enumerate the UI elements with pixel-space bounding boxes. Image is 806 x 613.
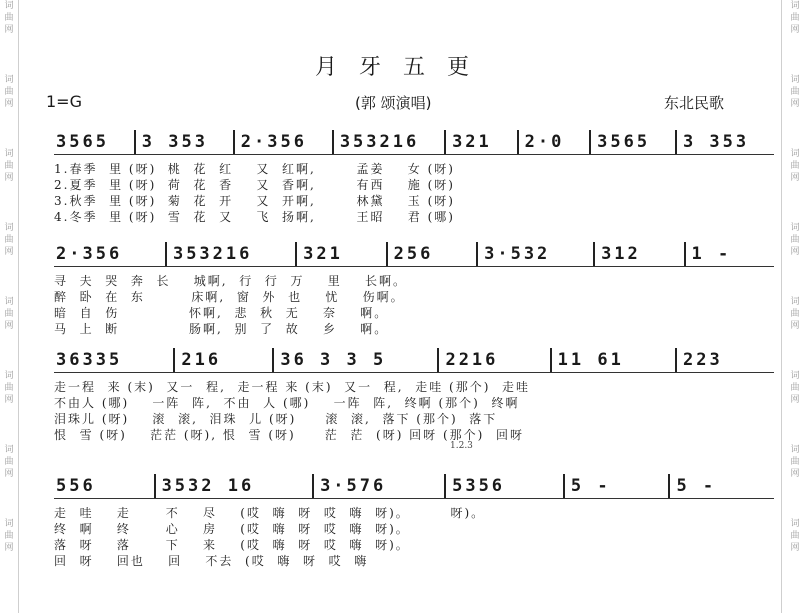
notation-row: [54, 128, 774, 155]
measure: 353216: [332, 130, 444, 154]
watermark-group: [788, 74, 802, 148]
lyric-line: 4.冬季 里 (呀) 雪 花 又 飞 扬啊, 王昭 君 (哪): [54, 210, 455, 224]
performer-credit: (郭 颂演唱): [355, 94, 432, 112]
page-border-left: [18, 0, 19, 613]
measure: 3·532: [476, 242, 593, 266]
watermark-glyph: 词: [790, 445, 800, 455]
genre-label: 东北民歌: [664, 94, 725, 112]
watermark-glyph: 网: [4, 173, 14, 183]
lyric-line: 3.秋季 里 (呀) 菊 花 开 又 开啊, 林黛 玉 (呀): [54, 194, 455, 208]
watermark-glyph: 词: [4, 297, 14, 307]
watermark-glyph: 网: [790, 395, 800, 405]
watermark-glyph: 曲: [790, 531, 800, 541]
measure: 223: [675, 348, 774, 372]
lyrics-block: [54, 273, 774, 337]
lyric-line: 回 呀 回也 回 不去 (哎 嗨 呀 哎 嗨: [54, 554, 369, 568]
lyric-line: 寻 夫 哭 奔 长 城啊, 行 行 万 里 长啊。: [54, 274, 407, 288]
measure: 2·356: [56, 244, 123, 264]
watermark-group: [788, 444, 802, 518]
notation-row: [54, 346, 774, 373]
watermark-group: [2, 296, 16, 370]
watermark-glyph: 词: [4, 1, 14, 11]
measure: 2216: [437, 348, 549, 372]
watermark-glyph: 词: [790, 371, 800, 381]
lyric-line: 暗 自 伤 怀啊, 悲 秋 无 奈 啊。: [54, 306, 389, 320]
notation-row: [54, 472, 774, 499]
watermark-glyph: 网: [790, 543, 800, 553]
watermark-glyph: 曲: [4, 383, 14, 393]
lyric-line: 恨 雪 (呀) 茫茫 (呀), 恨 雪 (呀) 茫 茫 (呀) 回呀 (那个) 回呀: [54, 428, 524, 442]
measure: 321: [295, 242, 385, 266]
watermark-group: [788, 296, 802, 370]
watermark-group: [788, 222, 802, 296]
measure: 216: [173, 348, 272, 372]
lyric-line: 马 上 断 肠啊, 别 了 故 乡 啊。: [54, 322, 389, 336]
watermark-group: [2, 148, 16, 222]
measure: 556: [56, 476, 96, 496]
watermark-glyph: 曲: [790, 457, 800, 467]
watermark-glyph: 曲: [790, 161, 800, 171]
measure: 256: [386, 242, 476, 266]
notation-row: [54, 240, 774, 267]
watermark-glyph: 网: [4, 321, 14, 331]
measure: 11 61: [550, 348, 675, 372]
watermark-glyph: 词: [4, 519, 14, 529]
watermark-glyph: 词: [790, 297, 800, 307]
watermark-glyph: 词: [790, 75, 800, 85]
lyrics-block: [54, 505, 774, 569]
measure: 5 -: [563, 474, 669, 498]
lyrics-block: [54, 161, 774, 225]
score-system-4: [54, 472, 774, 569]
watermark-glyph: 网: [4, 247, 14, 257]
measure: 3532 16: [154, 474, 313, 498]
watermark-glyph: 词: [790, 149, 800, 159]
page-border-right: [781, 0, 782, 613]
watermark-glyph: 网: [4, 25, 14, 35]
measure: 353216: [165, 242, 295, 266]
watermark-glyph: 曲: [4, 309, 14, 319]
watermark-group: [2, 74, 16, 148]
watermark-group: [2, 222, 16, 296]
lyrics-block: [54, 379, 774, 443]
watermark-group: [788, 518, 802, 592]
watermark-glyph: 词: [4, 149, 14, 159]
watermark-glyph: 曲: [790, 383, 800, 393]
watermark-glyph: 网: [4, 469, 14, 479]
lyric-line: 泪珠儿 (呀) 滚 滚, 泪珠 儿 (呀) 滚 滚, 落下 (那个) 落下: [54, 412, 498, 426]
measure: 321: [444, 130, 517, 154]
watermark-glyph: 网: [790, 321, 800, 331]
measure: 3 353: [134, 130, 233, 154]
measure: 3·576: [312, 474, 444, 498]
watermark-group: [2, 444, 16, 518]
measure: 36335: [56, 350, 123, 370]
lyric-line: 走 哇 走 不 尽 (哎 嗨 呀 哎 嗨 呀)。 呀)。: [54, 506, 486, 520]
watermark-glyph: 网: [790, 173, 800, 183]
score-system-3: [54, 346, 774, 443]
watermark-glyph: 曲: [790, 309, 800, 319]
lyric-line: 2.夏季 里 (呀) 荷 花 香 又 香啊, 有西 施 (呀): [54, 178, 455, 192]
watermark-column-left: [2, 0, 16, 592]
watermark-glyph: 曲: [4, 531, 14, 541]
measure: 2·0: [517, 130, 590, 154]
watermark-glyph: 词: [790, 223, 800, 233]
key-signature: 1=G: [46, 92, 82, 111]
watermark-glyph: 网: [4, 395, 14, 405]
measure: 2·356: [233, 130, 332, 154]
watermark-glyph: 网: [790, 99, 800, 109]
measure: 312: [593, 242, 683, 266]
watermark-glyph: 曲: [4, 235, 14, 245]
measure: 36 3 3 5: [272, 348, 437, 372]
watermark-glyph: 词: [790, 1, 800, 11]
watermark-glyph: 网: [790, 25, 800, 35]
measure: 1 -: [684, 242, 774, 266]
watermark-glyph: 曲: [790, 13, 800, 23]
score-system-1: [54, 128, 774, 225]
watermark-glyph: 曲: [4, 13, 14, 23]
watermark-glyph: 曲: [4, 457, 14, 467]
lyric-line: 醉 卧 在 东 床啊, 窗 外 也 忧 伤啊。: [54, 290, 405, 304]
volta-marker: 1.2.3: [450, 441, 473, 451]
watermark-glyph: 曲: [4, 87, 14, 97]
watermark-glyph: 词: [790, 519, 800, 529]
watermark-glyph: 网: [790, 469, 800, 479]
watermark-glyph: 曲: [790, 235, 800, 245]
measure: 3 353: [675, 130, 774, 154]
lyric-line: 走一程 来 (末) 又一 程, 走一程 来 (末) 又一 程, 走哇 (那个) 走哇: [54, 380, 531, 394]
watermark-glyph: 曲: [790, 87, 800, 97]
measure: 3565: [589, 130, 675, 154]
watermark-glyph: 网: [4, 99, 14, 109]
song-title: 月牙五更: [314, 55, 491, 80]
watermark-column-right: [788, 0, 802, 592]
lyric-line: 不由人 (哪) 一阵 阵, 不由 人 (哪) 一阵 阵, 终啊 (那个) 终啊: [54, 396, 520, 410]
score-system-2: [54, 240, 774, 337]
watermark-glyph: 词: [4, 371, 14, 381]
lyric-line: 终 啊 终 心 房 (哎 嗨 呀 哎 嗨 呀)。: [54, 522, 410, 536]
watermark-glyph: 词: [4, 445, 14, 455]
watermark-group: [788, 370, 802, 444]
watermark-glyph: 曲: [4, 161, 14, 171]
watermark-group: [2, 518, 16, 592]
lyric-line: 落 呀 落 下 来 (哎 嗨 呀 哎 嗨 呀)。: [54, 538, 410, 552]
watermark-group: [788, 148, 802, 222]
measure: 5 -: [668, 474, 774, 498]
watermark-glyph: 词: [4, 223, 14, 233]
watermark-glyph: 网: [4, 543, 14, 553]
lyric-line: 1.春季 里 (呀) 桃 花 红 又 红啊, 孟姜 女 (呀): [54, 162, 455, 176]
watermark-group: [2, 370, 16, 444]
measure: 3565: [56, 132, 109, 152]
measure: 5356: [444, 474, 563, 498]
watermark-glyph: 词: [4, 75, 14, 85]
watermark-glyph: 网: [790, 247, 800, 257]
